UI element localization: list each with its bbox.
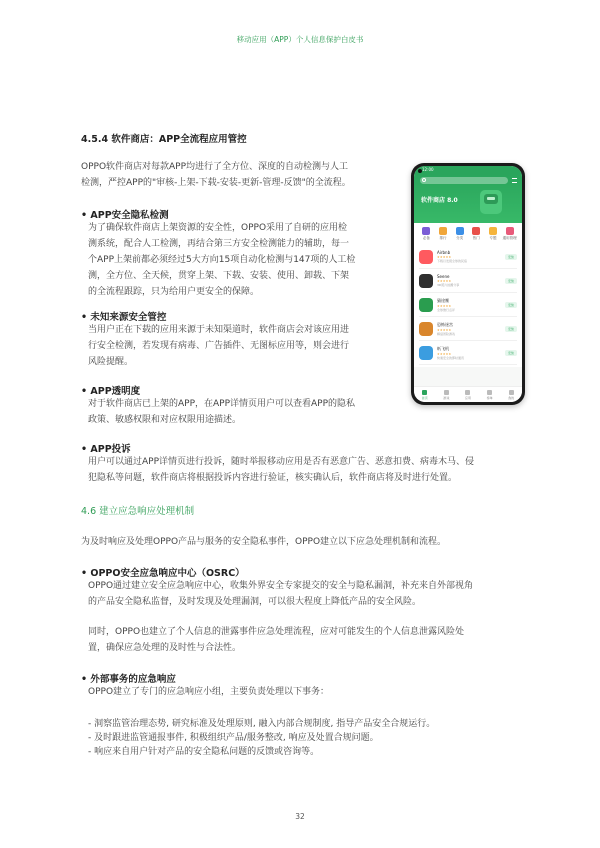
category-item[interactable] (418, 227, 434, 241)
body-line: 测，全方位、全天候，贯穿上架、下载、安装、使用、卸载、下架 (88, 271, 350, 281)
category-icon (472, 227, 480, 235)
bullet-body-osrc-2 (88, 624, 464, 656)
nav-label: 应用 (464, 395, 471, 400)
star-rating-icon: ★★★★★ (437, 303, 452, 308)
app-row[interactable] (419, 269, 517, 293)
store-header (414, 175, 522, 223)
dash-item: - 洞察监管治理态势, 研究标准及处理原则, 融入内部合规制度, 指导产品安全合规运行。 (88, 719, 436, 729)
app-name: Airbnb (437, 250, 451, 255)
dash-item: - 响应来自用户针对产品的安全隐私问题的反馈或咨询等。 (88, 747, 320, 757)
app-info (437, 298, 505, 312)
app-row[interactable] (419, 317, 517, 341)
app-icon (419, 346, 433, 360)
body-line: 个APP上架前都必须经过5大方向15项自动化检测与147项的人工检 (88, 255, 356, 265)
robot-mascot-icon (480, 190, 502, 214)
gamepad-icon (444, 390, 449, 395)
category-item[interactable] (502, 227, 518, 241)
body-line: 置，确保应急处理的及时性与合法性。 (88, 643, 242, 653)
app-desc: 快速安全的即时通讯 (437, 355, 465, 360)
intro-line: 检测，严控APP的"审核-上架-下载-安装-更新-管理-反馈"的全流程。 (81, 178, 351, 188)
bullet-body-external-intro: OPPO建立了专门的应急响应小组，主要负责处理以下事务： (88, 687, 330, 697)
nav-item-games[interactable] (443, 390, 449, 400)
bullet-body-app-privacy-check (88, 220, 355, 300)
app-name: 猫途鹰 (437, 297, 449, 303)
body-line: 为了确保软件商店上架资源的安全性，OPPO采用了自研的应用检 (88, 223, 348, 233)
bullet-title-unknown-source: • 未知来源安全管控 (81, 312, 167, 323)
install-button[interactable]: 安装 (505, 278, 517, 284)
nav-item-apps[interactable] (465, 390, 471, 400)
nav-label: 榜单 (486, 395, 493, 400)
nav-item-ranking[interactable] (487, 390, 493, 400)
category-icon (489, 227, 497, 235)
category-label: 分类 (456, 236, 464, 240)
app-info (437, 346, 505, 360)
app-name: 恐怖迷宫 (437, 321, 453, 327)
body-line: 的产品安全隐私监督，及时发现及处理漏洞，可以很大程度上降低产品的安全风险。 (88, 597, 422, 607)
phone-screen (414, 166, 522, 402)
user-icon (509, 390, 514, 395)
section-4-6-intro: 为及时响应及处理OPPO产品与服务的安全隐私事件，OPPO建立以下应急处理机制和流程。 (81, 537, 447, 547)
star-rating-icon: ★★★★★ (437, 327, 452, 332)
bottom-nav (414, 386, 522, 402)
category-item[interactable] (435, 227, 451, 241)
app-desc: 全球旅行点评 (437, 307, 456, 312)
category-label: 必备 (422, 236, 430, 240)
body-line: 对于软件商店已上架的APP，在APP详情页用户可以查看APP的隐私 (88, 399, 356, 409)
category-item[interactable] (485, 227, 501, 241)
ranking-icon (487, 390, 492, 395)
install-button[interactable]: 安装 (505, 302, 517, 308)
grid-icon (465, 390, 470, 395)
app-name: Seene (437, 274, 450, 279)
section-intro (81, 159, 351, 191)
bullet-title-app-privacy-check: • APP安全隐私检测 (81, 210, 169, 221)
nav-label: 游戏 (443, 395, 450, 400)
app-info (437, 274, 505, 287)
body-line: 当用户正在下载的应用来源于未知渠道时，软件商店会对该应用进 (88, 325, 350, 335)
app-desc: 下载以发现全球的民宿 (437, 259, 468, 263)
status-time: 12:00 (422, 167, 434, 172)
app-info (437, 250, 505, 263)
app-desc: 解谜冒险游戏 (437, 331, 456, 336)
app-icon (419, 298, 433, 312)
home-icon (422, 390, 427, 395)
app-info (437, 322, 505, 336)
category-item[interactable] (452, 227, 468, 241)
bullet-title-osrc: • OPPO安全应急响应中心（OSRC） (81, 568, 245, 579)
store-title: 软件商店 8.0 (421, 197, 458, 204)
install-button[interactable]: 安装 (505, 326, 517, 332)
category-item[interactable] (468, 227, 484, 241)
app-list (414, 243, 522, 367)
dash-item: - 及时跟进监管通报事件, 积极组织产品/服务整改, 响应及处置合规问题。 (88, 733, 379, 743)
category-icon (439, 227, 447, 235)
running-header: 移动应用（APP）个人信息保护白皮书 (236, 35, 364, 44)
install-button[interactable]: 安装 (505, 254, 517, 260)
page-number: 32 (295, 812, 305, 821)
body-line: 测系统，配合人工检测，再结合第三方安全检测能力的辅助，每一 (88, 239, 350, 249)
nav-item-mine[interactable] (508, 390, 514, 400)
bullet-body-app-transparency (88, 396, 355, 428)
body-line: 犯隐私等问题，软件商店将根据投诉内容进行验证，核实确认后，软件商店将及时进行处置。 (88, 473, 458, 483)
app-name: 纸飞机 (437, 345, 449, 351)
star-rating-icon: ★★★★★ (437, 255, 452, 259)
category-icon (456, 227, 464, 235)
app-row[interactable] (419, 245, 517, 269)
install-button[interactable]: 安装 (505, 350, 517, 356)
bullet-title-app-complaint: • APP投诉 (81, 444, 131, 455)
intro-line: OPPO软件商店对每款APP均进行了全方位、深度的自动检测与人工 (81, 162, 349, 172)
body-line: 用户可以通过APP详情页进行投诉，随时举报移动应用是否有恶意广告、恶意扣费、病毒木马、侵 (88, 457, 475, 467)
app-row[interactable] (419, 293, 517, 317)
body-line: OPPO通过建立安全应急响应中心，收集外界安全专家提交的安全与隐私漏洞，补充来自外部视角 (88, 581, 474, 591)
bullet-title-external-response: • 外部事务的应急响应 (81, 674, 176, 685)
app-icon (419, 250, 433, 264)
category-icon (422, 227, 430, 235)
app-icon (419, 322, 433, 336)
bullet-title-app-transparency: • APP透明度 (81, 386, 141, 397)
nav-label: 首页 (421, 395, 428, 400)
body-line: 政策、敏感权限和对应权限用途描述。 (88, 415, 242, 425)
bullet-body-app-complaint (88, 454, 568, 486)
app-icon (419, 274, 433, 288)
bullet-body-unknown-source (88, 322, 349, 370)
category-label: 排行 (439, 236, 447, 240)
category-icon (506, 227, 514, 235)
star-rating-icon: ★★★★★ (437, 351, 452, 356)
section-heading-4-5-4: 4.5.4 软件商店：APP全流程应用管控 (81, 134, 247, 145)
category-row (414, 223, 522, 243)
app-row[interactable] (419, 341, 517, 365)
nav-item-home[interactable] (422, 390, 428, 400)
body-line: 同时，OPPO也建立了个人信息的泄露事件应急处理流程，应对可能发生的个人信息泄露风险处 (88, 627, 465, 637)
body-line: 行安全检测，若发现有病毒、广告插件、无图标应用等，则会进行 (88, 341, 350, 351)
star-rating-icon: ★★★★★ (437, 279, 452, 283)
search-icon (422, 178, 426, 182)
nav-label: 我的 (508, 395, 515, 400)
body-line: 风险提醒。 (88, 357, 134, 367)
phone-mockup (411, 163, 525, 405)
category-label: 专题 (489, 236, 497, 240)
status-bar (414, 166, 522, 175)
section-heading-4-6: 4.6 建立应急响应处理机制 (81, 506, 195, 517)
category-label: 热门 (472, 236, 480, 240)
store-search-bar[interactable] (420, 177, 508, 184)
app-desc: 3D照片拍摄分享 (437, 283, 460, 287)
category-label: 通用管理 (502, 236, 517, 240)
body-line: 的全流程跟踪，只为给用户更安全的保障。 (88, 287, 260, 297)
menu-icon[interactable] (512, 178, 517, 183)
bullet-body-osrc (88, 578, 473, 610)
